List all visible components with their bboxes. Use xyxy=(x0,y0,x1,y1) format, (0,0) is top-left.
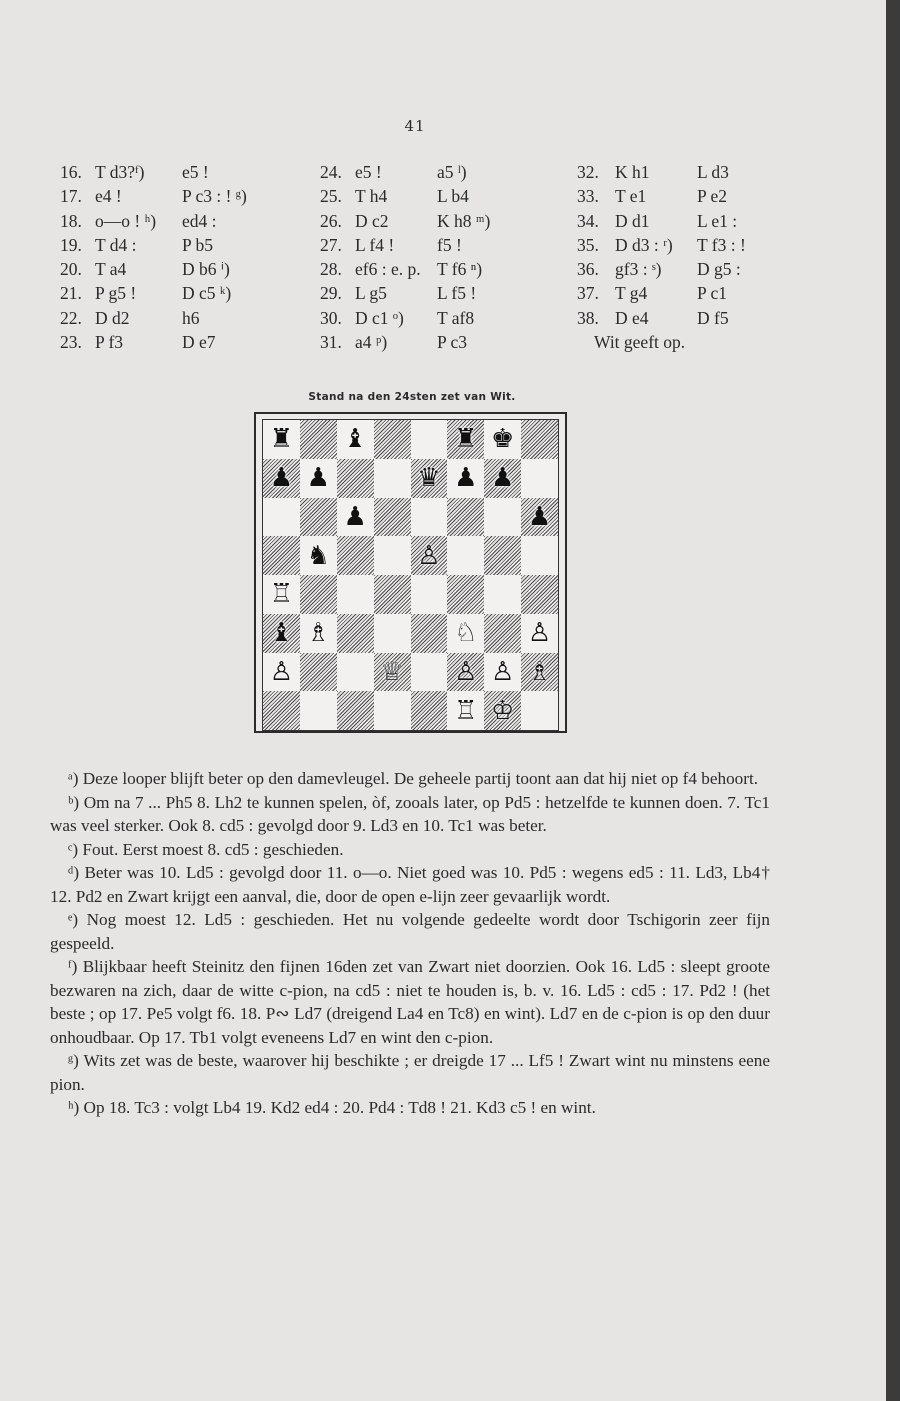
move-number: 26. xyxy=(320,210,342,231)
move-row xyxy=(577,306,787,330)
white-move: T d3?ᶠ) xyxy=(95,162,145,182)
footnote-marker: ᶠ) xyxy=(68,957,78,976)
black-move: f5 ! xyxy=(437,234,462,255)
footnote xyxy=(50,838,770,862)
move-row xyxy=(60,233,300,257)
move-number: 31. xyxy=(320,332,342,353)
board-square xyxy=(374,536,411,575)
white-move: D c2 xyxy=(355,210,389,231)
black-move: e5 ! xyxy=(182,162,209,182)
board-square xyxy=(374,614,411,653)
board-square xyxy=(263,691,300,730)
black-move: D e7 xyxy=(182,332,216,353)
chess-piece-icon: ♚ xyxy=(491,424,515,455)
board-square xyxy=(484,653,521,692)
white-move: o—o ! ʰ) xyxy=(95,210,157,231)
white-move: T g4 xyxy=(615,283,648,304)
move-number: 18. xyxy=(60,210,82,231)
move-row xyxy=(577,160,787,184)
board-square xyxy=(337,498,374,537)
board-square xyxy=(484,459,521,498)
board-square xyxy=(337,691,374,730)
board-square xyxy=(447,536,484,575)
board-square xyxy=(411,420,448,459)
move-number: 30. xyxy=(320,307,342,328)
black-move: K h8 ᵐ) xyxy=(437,210,491,231)
white-move: gf3 : ˢ) xyxy=(615,259,662,280)
move-row xyxy=(320,306,560,330)
move-number: 33. xyxy=(577,186,599,207)
board-square xyxy=(263,459,300,498)
white-move: D e4 xyxy=(615,307,649,328)
board-square xyxy=(447,459,484,498)
white-move: T h4 xyxy=(355,186,388,207)
move-row xyxy=(577,281,787,305)
board-square xyxy=(484,691,521,730)
footnote xyxy=(50,1049,770,1096)
board-square xyxy=(263,536,300,575)
chess-piece-icon: ♙ xyxy=(417,540,441,571)
chess-piece-icon: ♗ xyxy=(306,618,330,649)
board-square xyxy=(411,653,448,692)
board-square xyxy=(263,575,300,614)
white-move: T e1 xyxy=(615,186,647,207)
board-square xyxy=(411,459,448,498)
white-move: D c1 ᵒ) xyxy=(355,307,404,328)
board-square xyxy=(337,575,374,614)
white-move: K h1 xyxy=(615,162,650,182)
move-row xyxy=(320,257,560,281)
move-row xyxy=(577,209,787,233)
board-square xyxy=(263,614,300,653)
board-square xyxy=(374,691,411,730)
chess-piece-icon: ♟ xyxy=(527,501,552,532)
board-square xyxy=(337,420,374,459)
move-row xyxy=(320,233,560,257)
moves-column-1 xyxy=(60,160,300,354)
black-move: D f5 xyxy=(697,307,729,328)
white-move: P f3 xyxy=(95,332,124,353)
board-square xyxy=(374,420,411,459)
board-square xyxy=(263,653,300,692)
move-row xyxy=(60,257,300,281)
move-number: 37. xyxy=(577,283,599,304)
move-number: 36. xyxy=(577,259,599,280)
moves-column-3 xyxy=(577,160,787,354)
chess-piece-icon: ♟ xyxy=(269,463,294,494)
board-square xyxy=(447,420,484,459)
chess-piece-icon: ♙ xyxy=(454,656,478,687)
board-square xyxy=(300,691,337,730)
chess-board xyxy=(262,419,559,731)
move-row xyxy=(60,330,300,354)
chess-piece-icon: ♟ xyxy=(454,463,478,494)
black-move: P e2 xyxy=(697,186,727,207)
footnote-text: Op 18. Tc3 : volgt Lb4 19. Kd2 ed4 : 20. Pd4 : Td8 ! 21. Kd3 c5 ! en wint. xyxy=(83,1098,596,1117)
diagram-caption: Stand na den 24sten zet van Wit. xyxy=(308,391,516,403)
move-row xyxy=(320,330,560,354)
footnote-text: Om na 7 ... Ph5 8. Lh2 te kunnen spelen, òf, zooals later, op Pd5 : hetzelfde te kunnen doen. 7. Tc1 was veel sterker. Ook 8. cd5 : gevolgd door 9. Ld3 en 10. Tc1 was beter. xyxy=(50,792,771,835)
footnote-text: Blijkbaar heeft Steinitz den fijnen 16den zet van Zwart niet doorzien. Ook 16. Ld5 : sleept groote bezwaren na zich, daar de witte c-pion, na cd5 : niet te houden is, b. v. 16. Ld5 : cd5 : 17. Pd2 ! (het beste ; op 17. Pe5 volgt f6. 18. P∾ Ld7 (dreigend La4 en Tc8) en wint). Ld7 en de c-pion is op den duur onhoudbaar. Op 17. Tb1 volgt eveneens Ld7 en wint den c-pion. xyxy=(50,957,770,1047)
board-square xyxy=(521,614,558,653)
white-move: P g5 ! xyxy=(95,283,137,304)
board-square xyxy=(374,653,411,692)
chess-piece-icon: ♖ xyxy=(269,579,294,610)
board-square xyxy=(300,575,337,614)
chess-piece-icon: ♞ xyxy=(306,540,330,571)
board-square xyxy=(411,614,448,653)
move-row xyxy=(60,281,300,305)
move-number: 16. xyxy=(60,162,82,182)
chess-piece-icon: ♖ xyxy=(454,695,478,726)
white-move: D d2 xyxy=(95,307,130,328)
footnote-text: Nog moest 12. Ld5 : geschieden. Het nu volgende gedeelte wordt door Tschigorin zeer fijn gespeeld. xyxy=(50,910,771,953)
black-move: P b5 xyxy=(182,234,213,255)
board-square xyxy=(521,459,558,498)
footnote xyxy=(50,791,770,838)
move-number: 38. xyxy=(577,307,599,328)
white-move: T d4 : xyxy=(95,234,137,255)
board-square xyxy=(484,420,521,459)
chess-piece-icon: ♗ xyxy=(527,656,552,687)
footnote-text: Beter was 10. Ld5 : gevolgd door 11. o—o. Niet goed was 10. Pd5 : wegens ed5 : 11. Ld3, Lb4† 12. Pd2 en Zwart krijgt een aanval, die, door de open e-lijn zeer gevaarlijk wordt. xyxy=(50,863,771,906)
white-move: e5 ! xyxy=(355,162,382,182)
move-number: 17. xyxy=(60,186,82,207)
white-move: L g5 xyxy=(355,283,387,304)
board-square xyxy=(411,691,448,730)
chess-piece-icon: ♔ xyxy=(491,695,515,726)
footnote-marker: ᵍ) xyxy=(68,1051,79,1070)
board-square xyxy=(521,653,558,692)
footnote-text: Deze looper blijft beter op den damevleugel. De geheele partij toont aan dat hij niet op f4 behoort. xyxy=(82,769,759,788)
page-edge xyxy=(886,0,900,1401)
chess-piece-icon: ♙ xyxy=(269,656,294,687)
move-row xyxy=(320,281,560,305)
board-square xyxy=(521,691,558,730)
black-move: L e1 : xyxy=(697,210,738,231)
board-square xyxy=(484,498,521,537)
page-number: 41 xyxy=(404,117,426,135)
board-square xyxy=(300,536,337,575)
move-number: 35. xyxy=(577,234,599,255)
black-move: a5 ˡ) xyxy=(437,162,467,182)
move-number: 29. xyxy=(320,283,342,304)
chess-piece-icon: ♜ xyxy=(269,424,294,455)
footnote xyxy=(50,908,770,955)
board-square xyxy=(521,420,558,459)
board-square xyxy=(484,614,521,653)
move-number: 20. xyxy=(60,259,82,280)
footnote-marker: ᵃ) xyxy=(68,769,79,788)
board-square xyxy=(337,459,374,498)
move-number: 34. xyxy=(577,210,599,231)
black-move: T af8 xyxy=(437,307,475,328)
black-move: L b4 xyxy=(437,186,469,207)
footnote-text: Fout. Eerst moest 8. cd5 : geschieden. xyxy=(82,839,344,859)
chess-piece-icon: ♝ xyxy=(343,424,367,455)
chess-piece-icon: ♙ xyxy=(527,618,552,649)
move-number: 27. xyxy=(320,234,342,255)
chess-diagram xyxy=(254,412,567,733)
move-row xyxy=(60,184,300,208)
black-move: D c5 ᵏ) xyxy=(182,283,232,304)
board-square xyxy=(521,498,558,537)
board-square xyxy=(447,575,484,614)
move-row xyxy=(577,257,787,281)
white-move: ef6 : e. p. xyxy=(355,259,421,280)
chess-piece-icon: ♛ xyxy=(417,463,441,494)
board-square xyxy=(300,420,337,459)
black-move: P c3 xyxy=(437,332,467,353)
move-row xyxy=(320,209,560,233)
move-number: 32. xyxy=(577,162,599,182)
footnote xyxy=(50,767,770,791)
footnote xyxy=(50,861,770,908)
board-square xyxy=(447,498,484,537)
board-square xyxy=(521,536,558,575)
board-square xyxy=(411,575,448,614)
board-square xyxy=(411,498,448,537)
move-row xyxy=(320,160,560,184)
move-row xyxy=(60,160,300,184)
black-move: P c3 : ! ᵍ) xyxy=(182,186,247,207)
footnote-marker: ᵉ) xyxy=(68,910,79,929)
footnote-marker: ᶜ) xyxy=(68,839,79,859)
black-move: D b6 ⁱ) xyxy=(182,259,230,280)
footnote xyxy=(50,955,770,1049)
board-square xyxy=(337,536,374,575)
board-square xyxy=(447,653,484,692)
board-square xyxy=(300,614,337,653)
moves-column-2 xyxy=(320,160,560,354)
board-square xyxy=(447,614,484,653)
black-move: ed4 : xyxy=(182,210,217,231)
board-square xyxy=(484,536,521,575)
board-square xyxy=(263,498,300,537)
board-square xyxy=(484,575,521,614)
white-move: L f4 ! xyxy=(355,234,395,255)
footnote-marker: ᵇ) xyxy=(68,792,80,812)
chess-piece-icon: ♕ xyxy=(380,656,404,687)
board-square xyxy=(300,653,337,692)
white-move: a4 ᵖ) xyxy=(355,332,388,353)
move-row xyxy=(60,306,300,330)
move-row xyxy=(320,184,560,208)
white-move: T a4 xyxy=(95,259,127,280)
chess-piece-icon: ♟ xyxy=(343,501,367,532)
board-square xyxy=(374,459,411,498)
move-row xyxy=(577,184,787,208)
black-move: L d3 xyxy=(697,162,729,182)
chess-piece-icon: ♜ xyxy=(454,424,478,455)
board-square xyxy=(300,498,337,537)
move-number: 23. xyxy=(60,332,82,353)
game-result: Wit geeft op. xyxy=(594,332,686,353)
footnote-marker: ᵈ) xyxy=(68,863,80,882)
move-row xyxy=(577,233,787,257)
chess-piece-icon: ♟ xyxy=(491,463,515,494)
move-number: 21. xyxy=(60,283,82,304)
chess-piece-icon: ♝ xyxy=(269,618,294,649)
black-move: P c1 xyxy=(697,283,727,304)
footnotes xyxy=(50,767,770,1120)
chess-piece-icon: ♘ xyxy=(454,618,478,649)
chess-piece-icon: ♙ xyxy=(491,656,515,687)
board-square xyxy=(263,420,300,459)
footnote-marker: ʰ) xyxy=(68,1098,80,1117)
move-number: 22. xyxy=(60,307,82,328)
board-square xyxy=(411,536,448,575)
board-square xyxy=(374,575,411,614)
chess-piece-icon: ♟ xyxy=(306,463,330,494)
board-square xyxy=(337,653,374,692)
board-square xyxy=(300,459,337,498)
move-number: 25. xyxy=(320,186,342,207)
move-row xyxy=(60,209,300,233)
move-row xyxy=(577,330,787,354)
black-move: T f6 ⁿ) xyxy=(437,259,483,280)
black-move: L f5 ! xyxy=(437,283,477,304)
white-move: D d3 : ʳ) xyxy=(615,234,673,255)
move-number: 28. xyxy=(320,259,342,280)
black-move: T f3 : ! xyxy=(697,234,746,255)
black-move: D g5 : xyxy=(697,259,741,280)
footnote xyxy=(50,1096,770,1120)
black-move: h6 xyxy=(182,307,200,328)
board-square xyxy=(447,691,484,730)
footnote-text: Wits zet was de beste, waarover hij beschikte ; er dreigde 17 ... Lf5 ! Zwart wint nu minstens eene pion. xyxy=(50,1051,770,1094)
white-move: e4 ! xyxy=(95,186,122,207)
white-move: D d1 xyxy=(615,210,650,231)
move-number: 19. xyxy=(60,234,82,255)
board-square xyxy=(337,614,374,653)
board-square xyxy=(374,498,411,537)
move-number: 24. xyxy=(320,162,342,182)
board-square xyxy=(521,575,558,614)
